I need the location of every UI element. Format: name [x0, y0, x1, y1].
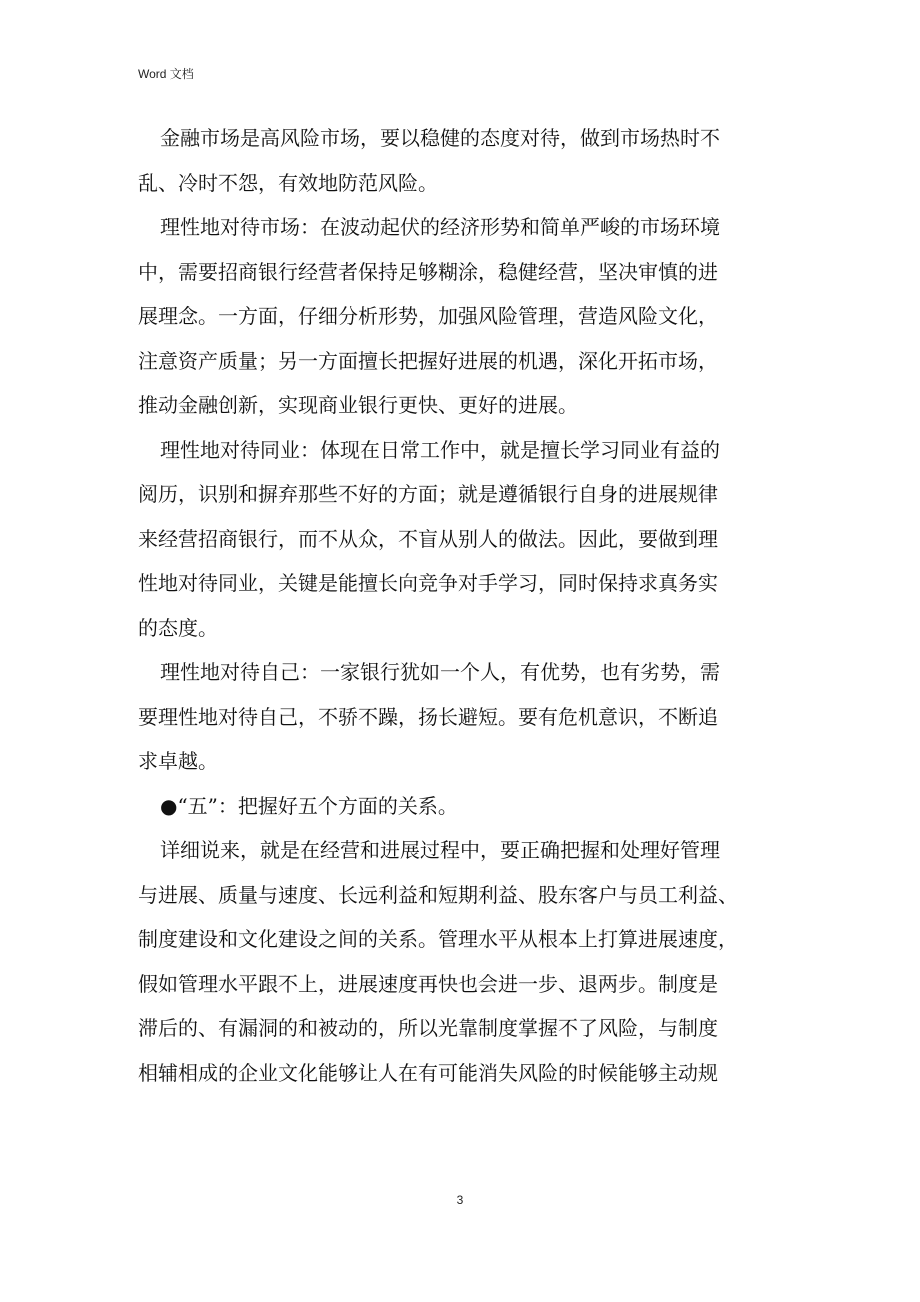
body-line-5: 展理念。一方面，仔细分析形势，加强风险管理，营造风险文化， — [138, 304, 718, 328]
body-line-10: 来经营招商银行，而不从众，不盲从别人的做法。因此，要做到理 — [138, 526, 718, 551]
body-line-8: 理性地对待同业：体现在日常工作中，就是擅长学习同业有益的 — [160, 437, 720, 462]
document-header: Word 文档 — [138, 67, 194, 81]
body-line-14: 要理性地对待自己，不骄不躁，扬长避短。要有危机意识，不断追 — [138, 704, 718, 729]
body-line-2: 乱、冷时不怨，有效地防范风险。 — [138, 170, 438, 195]
body-line-6: 注意资产质量；另一方面擅长把握好进展的机遇，深化开拓市场， — [138, 348, 718, 373]
body-line-18: 与进展、质量与速度、长远利益和短期利益、股东客户与员工利益、 — [138, 882, 738, 907]
page-number: 3 — [456, 1193, 464, 1207]
body-line-4: 中，需要招商银行经营者保持足够糊涂，稳健经营，坚决审慎的进 — [138, 259, 718, 284]
body-line-22: 相辅相成的企业文化能够让人在有可能消失风险的时候能够主动规 — [138, 1060, 718, 1085]
body-line-3: 理性地对待市场：在波动起伏的经济形势和简单严峻的市场环境 — [160, 215, 720, 239]
body-line-13: 理性地对待自己：一家银行犹如一个人，有优势，也有劣势，需 — [160, 660, 720, 684]
body-line-15: 求卓越。 — [138, 749, 218, 773]
body-line-1: 金融市场是高风险市场，要以稳健的态度对待，做到市场热时不 — [160, 126, 720, 150]
body-line-11: 性地对待同业，关键是能擅长向竞争对手学习，同时保持求真务实 — [138, 571, 718, 595]
body-line-7: 推动金融创新，实现商业银行更快、更好的进展。 — [138, 393, 578, 417]
body-line-16: ●“五”：把握好五个方面的关系。 — [160, 793, 458, 818]
body-line-21: 滞后的、有漏洞的和被动的，所以光靠制度掌握不了风险，与制度 — [138, 1016, 718, 1040]
body-line-19: 制度建设和文化建设之间的关系。管理水平从根本上打算进展速度， — [138, 927, 738, 951]
body-line-9: 阅历，识别和摒弃那些不好的方面；就是遵循银行自身的进展规律 — [138, 482, 718, 506]
body-line-12: 的态度。 — [138, 615, 218, 640]
body-line-20: 假如管理水平跟不上，进展速度再快也会进一步、退两步。制度是 — [138, 971, 718, 996]
document-body — [138, 116, 778, 1095]
body-line-17: 详细说来，就是在经营和进展过程中，要正确把握和处理好管理 — [160, 838, 720, 862]
